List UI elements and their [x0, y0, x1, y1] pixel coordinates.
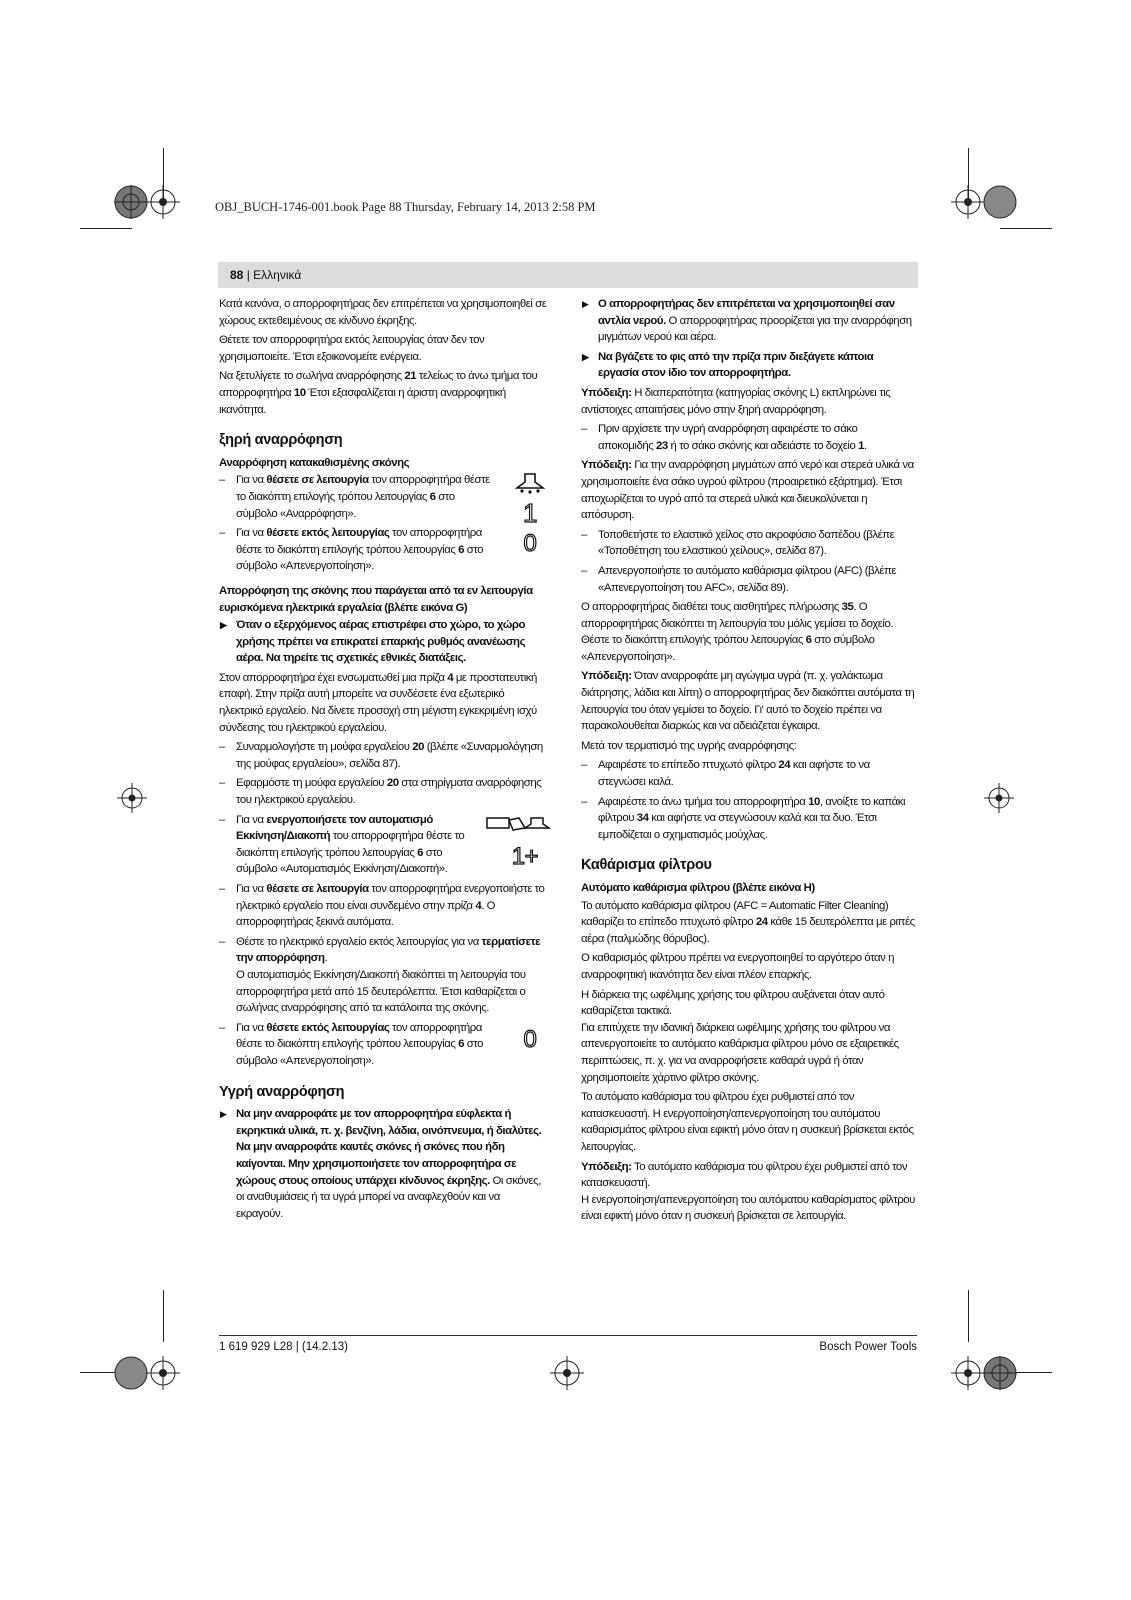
paragraph: Κατά κανόνα, ο απορροφητήρας δεν επιτρέπεται να χρησιμοποιηθεί σε χώρους εκτεθειμένους σε κίνδυνο έκρηξης.	[219, 298, 547, 327]
dash-item: – Για να ενεργοποιήσετε τον αυτοματισμό Εκκίνηση/Διακοπή του απορροφητήρα θέστε το διακόπτη επιλογής τρόπου λειτουργίας 6 στο σύμβολο «Αυτοματισμός Εκκίνηση/Διακοπή».	[219, 812, 479, 878]
dash-item: – Αφαιρέστε το επίπεδο πτυχωτό φίλτρο 24 και αφήστε το να στεγνώσει καλά.	[581, 757, 915, 790]
crosshair-icon	[984, 783, 1014, 813]
suction-mode-icon	[513, 472, 547, 554]
footer-doc-number: 1 619 929 L28 | (14.2.13)	[219, 1341, 348, 1353]
svg-text:0: 0	[523, 1025, 537, 1052]
paragraph: Ο καθαρισμός φίλτρου πρέπει να ενεργοποιηθεί το αργότερο όταν η αναρροφητική ικανότητα δεν είναι πλέον επαρκής.	[581, 952, 894, 981]
warning-item: ▶ Ο απορροφητήρας δεν επιτρέπεται να χρησιμοποιηθεί σαν αντλία νερού. Ο απορροφητήρας προορίζεται για την αναρρόφηση μιγμάτων νερού και αέρα.	[581, 296, 915, 346]
paragraph: Η ενεργοποίηση/απενεργοποίηση του αυτόματου καθαρίσματος φίλτρου είναι εφικτή μόνο όταν η συσκευή βρίσκεται σε λειτουργία.	[581, 1193, 915, 1223]
book-slug: OBJ_BUCH-1746-001.book Page 88 Thursday, February 14, 2013 2:58 PM	[215, 200, 596, 214]
svg-text:1: 1	[522, 498, 538, 529]
crosshair-icon	[146, 1356, 180, 1390]
warning-item: ▶ Να μην αναρροφάτε με τον απορροφητήρα εύφλεκτα ή εκρηκτικά υλικά, π. χ. βενζίνη, λάδια, οινόπνευμα, ή διαλύτες. Να μην αναρροφάτε καυτές σκόνες ή σκόνες που ήδη καίγονται. Μην χρησιμοποιήσετε τον απορροφητήρα σε χώρους στους οποίους υπάρχει κίνδυνος έκρηξης. Οι σκόνες, οι αναθυμιάσεις ή τα υγρά μπορεί να αναφλεχθούν και να εκραγούν.	[219, 1106, 547, 1222]
dash-item: – Τοποθετήστε το ελαστικό χείλος στο ακροφύσιο δαπέδου (βλέπε «Τοποθέτηση του ελαστικού χείλους», σελίδα 87).	[581, 527, 915, 560]
subsection-heading: Αυτόματο καθάρισμα φίλτρου (βλέπε εικόνα H)	[581, 882, 815, 894]
registration-mark-icon	[983, 185, 1017, 219]
crosshair-icon	[117, 783, 147, 813]
section-heading: Υγρή αναρρόφηση	[219, 1083, 345, 1100]
warning-item: ▶ Να βγάζετε το φις από την πρίζα πριν διεξάγετε κάποια εργασία στον ίδιο τον απορροφητήρα.	[581, 349, 915, 382]
paragraph: Στον απορροφητήρα έχει ενσωματωθεί μια πρίζα 4 με προστατευτική επαφή. Στην πρίζα αυτή μπορείτε να συνδέσετε ένα εξωτερικό ηλεκτρικό εργαλείο. Να δίνετε προσοχή στη μέγιστη εγκεκριμένη ισχύ σύνδεσης του ηλεκτρικού εργαλείου.	[219, 671, 537, 734]
dash-item: – Απενεργοποιήστε το αυτόματο καθάρισμα φίλτρου (AFC) (βλέπε «Απενεργοποίηση του AFC», σελίδα 89).	[581, 563, 915, 596]
dash-item: – Για να θέσετε εκτός λειτουργίας τον απορροφητήρα θέστε το διακόπτη επιλογής τρόπου λειτουργίας 6 στο σύμβολο «Απενεργοποίηση».	[219, 525, 493, 575]
dash-item-group	[219, 812, 547, 878]
page-number: 88	[230, 268, 244, 282]
crop-mark	[80, 228, 132, 229]
paragraph: Να ξετυλίγετε το σωλήνα αναρρόφησης 21 τελείως το άνω τμήμα του απορροφητήρα 10 Έτσι εξασφαλίζεται η άριστη αναρροφητική ικανότητα.	[219, 370, 538, 416]
svg-text:0: 0	[523, 530, 537, 555]
paragraph: Για επιτύχετε την ιδανική διάρκεια ωφέλιμης χρήσης του φίλτρου να απενεργοποιείτε το αυτόματο καθάρισμα φίλτρου μόνο σε εξαιρετικές περιπτώσεις, π. χ. για να αναρροφήσετε καθαρά υγρά ή όταν χρησιμοποιείτε χάρτινο φίλτρο σκόνης.	[581, 1021, 899, 1084]
paragraph: Μετά τον τερματισμό της υγρής αναρρόφησης:	[581, 739, 797, 752]
dash-item-group	[219, 1020, 547, 1070]
footer-rule	[219, 1335, 917, 1336]
crop-mark	[163, 1290, 164, 1342]
paragraph: Η διάρκεια της ωφέλιμης χρήσης του φίλτρου αυξάνεται όταν αυτό καθαρίζεται τακτικά.	[581, 988, 885, 1018]
note: Υπόδειξη: Το αυτόματο καθάρισμα του φίλτρου έχει ρυθμιστεί από τον κατασκευαστή.	[581, 1160, 908, 1190]
section-heading: ξηρή αναρρόφηση	[219, 432, 343, 449]
section-heading: Καθάρισμα φίλτρου	[581, 857, 712, 874]
auto-start-stop-icon	[485, 812, 553, 868]
registration-mark-icon	[114, 185, 148, 219]
page-header-bar	[218, 262, 918, 288]
warning-item: ▶ Όταν ο εξερχόμενος αέρας επιστρέφει στο χώρο, το χώρο χρήσης πρέπει να επικρατεί επαρκής ρυθμός ανανέωσης αέρα. Να τηρείτε τις σχετικές εθνικές διατάξεις.	[219, 617, 547, 667]
dash-item: – Εφαρμόστε τη μούφα εργαλείου 20 στα στηρίγματα αναρρόφησης του ηλεκτρικού εργαλείου.	[219, 775, 547, 808]
dash-item: – Συναρμολογήστε τη μούφα εργαλείου 20 (βλέπε «Συναρμολόγηση της μούφας εργαλείου», σελίδα 87).	[219, 739, 547, 772]
dash-item-group	[219, 472, 547, 575]
right-column	[581, 296, 915, 1228]
page-header: 88 | Ελληνικά	[230, 268, 302, 282]
crosshair-icon	[146, 185, 180, 219]
crosshair-icon	[951, 1356, 985, 1390]
dash-item: – Για να θέσετε σε λειτουργία τον απορροφητήρα θέστε το διακόπτη επιλογής τρόπου λειτουργίας 6 στο σύμβολο «Αναρρόφηση».	[219, 472, 493, 522]
note: Υπόδειξη: Όταν αναρροφάτε μη αγώγιμα υγρά (π. χ. γαλάκτωμα διάτρησης, λάδια και λίπη) ο απορροφητήρας δεν διακόπτει αυτόματα τη λειτουργία του όταν γεμίσει το δοχείο. Γι' αυτό το δοχείο πρέπει να παρακολουθείται διαρκώς και να αδειάζεται έγκαιρα.	[581, 670, 915, 733]
crop-mark	[968, 1290, 969, 1342]
paragraph: Ο απορροφητήρας διαθέτει τους αισθητήρες πλήρωσης 35. Ο απορροφητήρας διακόπτει τη λειτουργία του μόλις γεμίσει το δοχείο. Θέστε το διακόπτη επιλογής τρόπου λειτουργίας 6 στο σύμβολο «Απενεργοποίηση».	[581, 601, 894, 663]
registration-mark-icon	[114, 1356, 148, 1390]
dash-item: – Για να θέσετε εκτός λειτουργίας τον απορροφητήρα θέστε το διακόπτη επιλογής τρόπου λειτουργίας 6 στο σύμβολο «Απενεργοποίηση».	[219, 1020, 493, 1070]
dash-item: – Πριν αρχίσετε την υγρή αναρρόφηση αφαιρέστε το σάκο αποκομιδής 23 ή το σάκο σκόνης και αδειάστε το δοχείο 1.	[581, 421, 915, 454]
note: Υπόδειξη: Για την αναρρόφηση μιγμάτων από νερό και στερεά υλικά να χρησιμοποιείτε ένα σάκο υγρού φίλτρου (προαιρετικό εξάρτημα). Έτσι αποχωρίζεται το υγρό από τα στερεά υλικά και διευκολύνεται η απόσυρση.	[581, 459, 914, 522]
off-mode-icon	[513, 1022, 547, 1052]
dash-item: – Για να θέσετε σε λειτουργία τον απορροφητήρα ενεργοποιήστε το ηλεκτρικό εργαλείο που είναι συνδεμένο στην πρίζα 4. Ο απορροφητήρας ξεκινά αυτόματα.	[219, 881, 547, 931]
paragraph: Το αυτόματο καθάρισμα του φίλτρου έχει ρυθμιστεί από τον κατασκευαστή. Η ενεργοποίηση/απενεργοποίηση του αυτόματου καθαρισμάτος φίλτρου είναι εφικτή μόνο όταν η συσκευή βρίσκεται εκτός λειτουργίας.	[581, 1091, 914, 1153]
left-column	[219, 296, 547, 1225]
registration-mark-icon	[983, 1356, 1017, 1390]
svg-text:1+: 1+	[511, 842, 539, 868]
footer-brand: Bosch Power Tools	[819, 1341, 917, 1353]
subsection-heading: Απορρόφηση της σκόνης που παράγεται από τα εν λειτουργία ευρισκόμενα ηλεκτρικά εργαλεία (βλέπε εικόνα G)	[219, 584, 533, 614]
subsection-heading: Αναρρόφηση κατακαθισμένης σκόνης	[219, 456, 410, 469]
paragraph: Θέτετε τον απορροφητήρα εκτός λειτουργίας όταν δεν τον χρησιμοποιείτε. Έτσι εξοικονομείτε ενέργεια.	[219, 334, 485, 363]
paragraph: Το αυτόματο καθάρισμα φίλτρου (AFC = Automatic Filter Cleaning) καθαρίζει το επίπεδο πτυχωτό φίλτρο 24 κάθε 15 δευτερόλεπτα με ριπές αέρα (παλμώδης θόρυβος).	[581, 899, 915, 945]
note: Υπόδειξη: Η διαπερατότητα (κατηγορίας σκόνης L) εκπληρώνει τις αντίστοιχες απαιτήσεις μόνο στην ξηρή αναρρόφηση.	[581, 386, 891, 416]
dash-item: – Θέστε το ηλεκτρικό εργαλείο εκτός λειτουργίας για να τερματίσετε την απορρόφηση. Ο αυτοματισμός Εκκίνηση/Διακοπή διακόπτει τη λειτουργία του απορροφητήρα μετά από 15 δευτερόλεπτα. Έτσι καθαρίζεται ο σωλήνας αναρρόφησης από τα κατάλοιπα της σκόνης.	[219, 934, 547, 1017]
language-label: Ελληνικά	[253, 268, 302, 282]
dash-item: – Αφαιρέστε το άνω τμήμα του απορροφητήρα 10, ανοίξτε το καπάκι φίλτρου 34 και αφήστε να στεγνώσουν καλά και τα δυο. Έτσι εμποδίζεται ο σχηματισμός μούχλας.	[581, 794, 915, 844]
crosshair-icon	[550, 1356, 584, 1390]
crop-mark	[1000, 228, 1052, 229]
crosshair-icon	[951, 185, 985, 219]
